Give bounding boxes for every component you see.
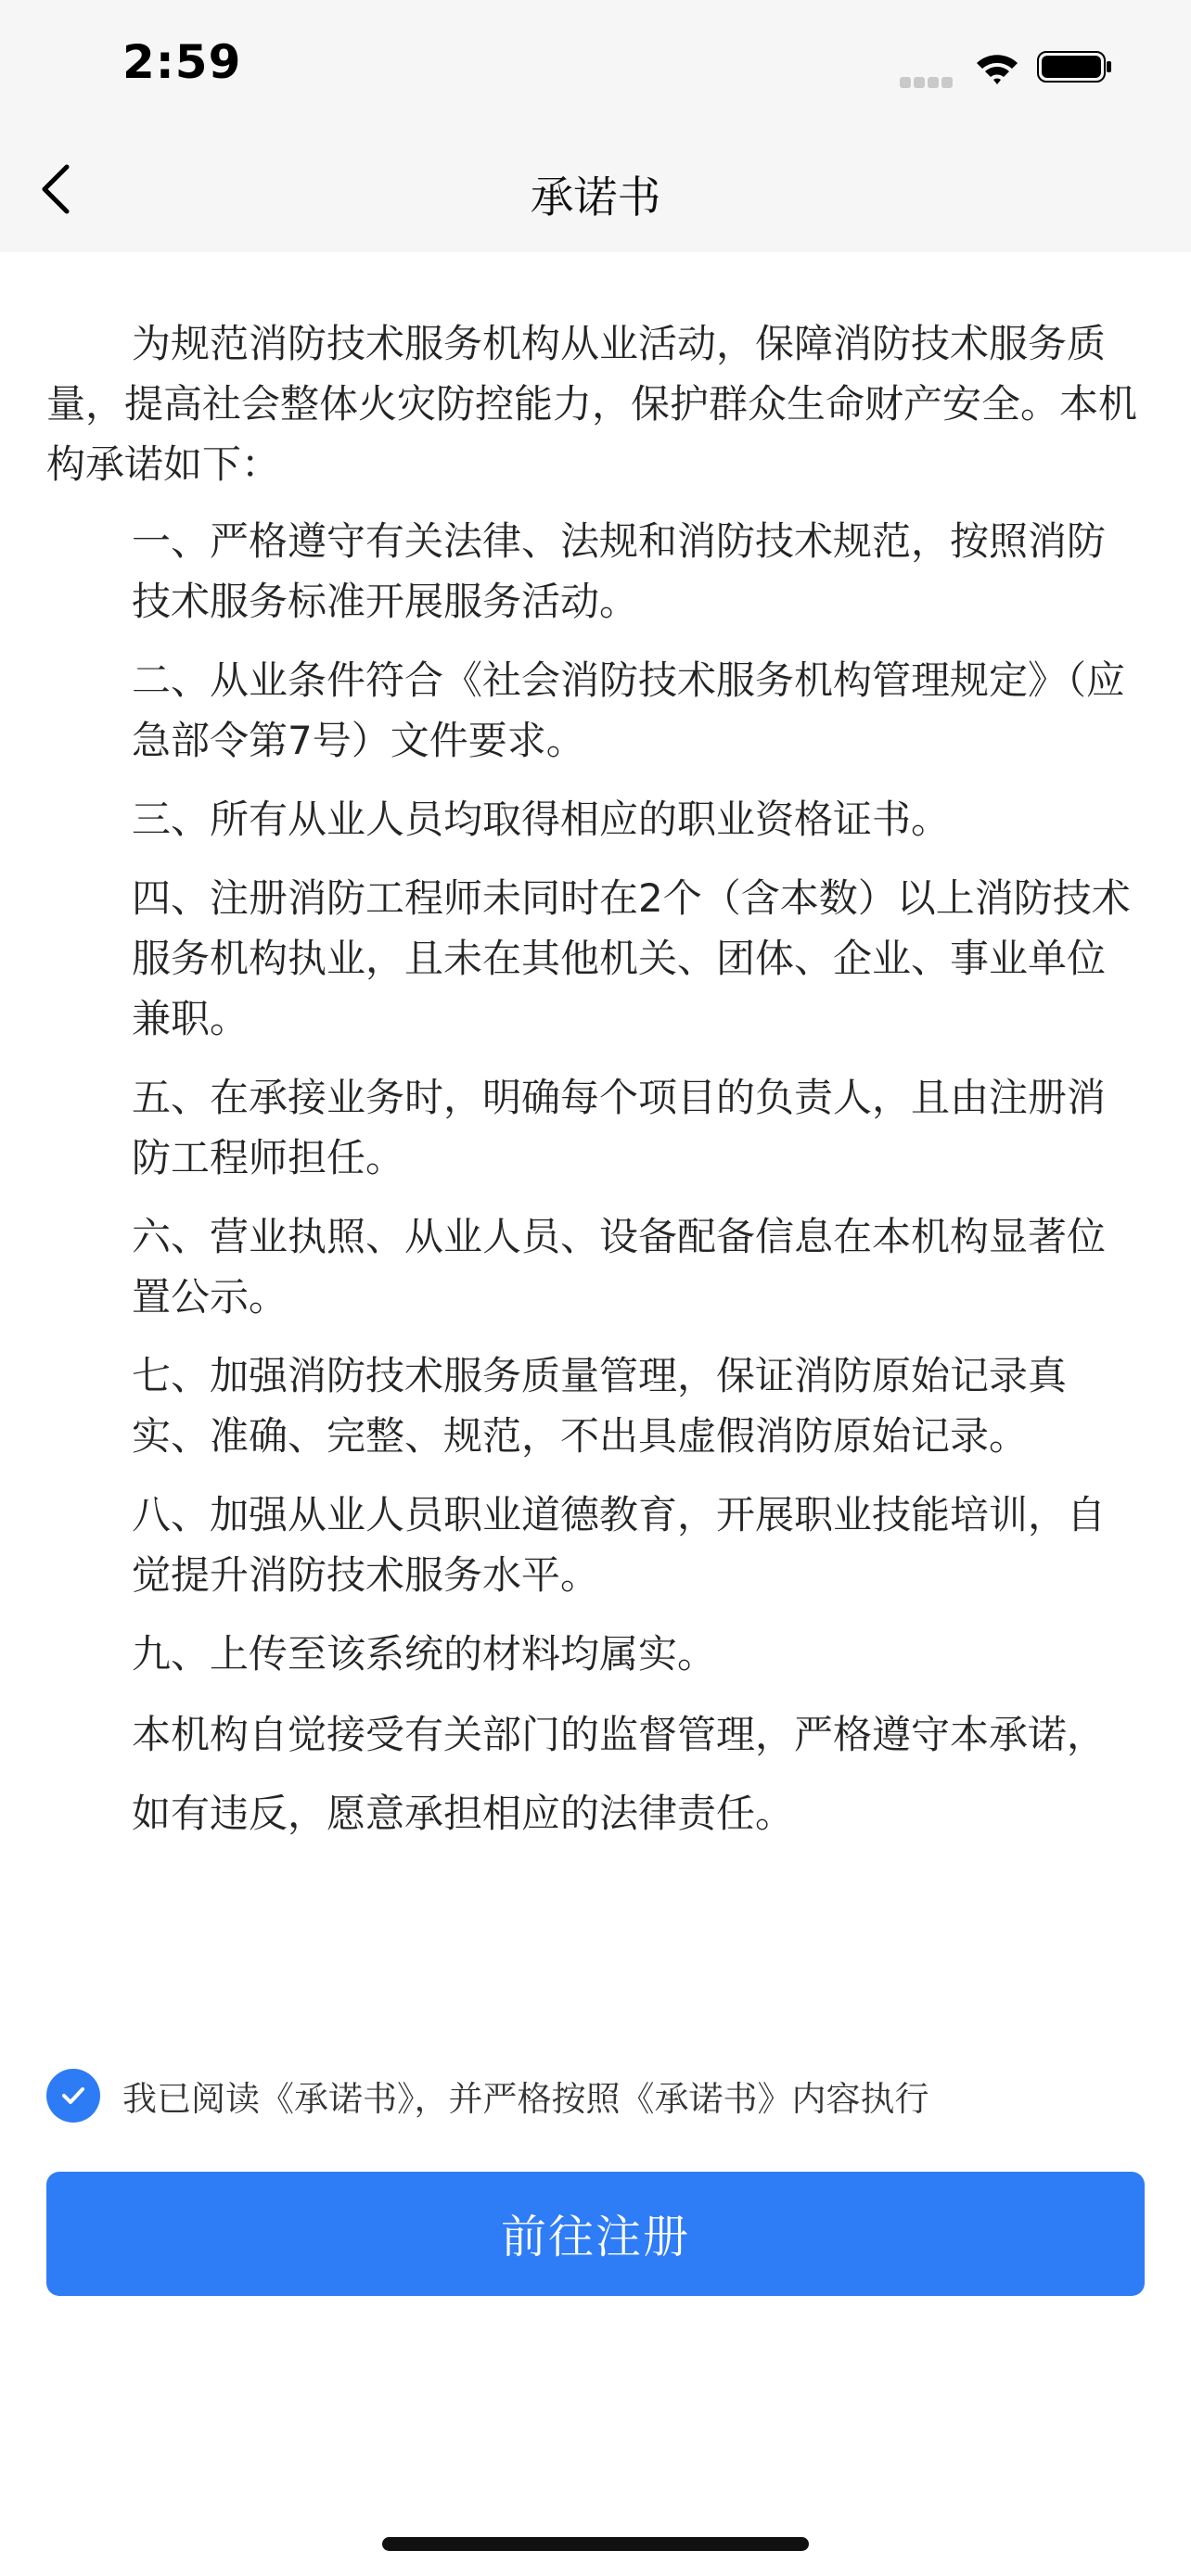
commitment-item: 三、所有从业人员均取得相应的职业资格证书。 (132, 797, 951, 842)
cellular-signal-icon (900, 74, 955, 92)
register-button[interactable]: 前往注册 (46, 2172, 1145, 2296)
top-bar (0, 0, 1191, 252)
commitment-text (46, 313, 1141, 1843)
commitment-item: 六、营业执照、从业人员、设备配备信息在本机构显著位置公示。 (132, 1214, 1107, 1320)
agreement-checkbox[interactable] (46, 2069, 100, 2123)
commitment-item: 五、在承接业务时，明确每个项目的负责人，且由注册消防工程师担任。 (132, 1075, 1107, 1180)
closing-paragraph: 本机构自觉接受有关部门的监督管理，严格遵守本承诺， (132, 1712, 1107, 1757)
commitment-item: 二、从业条件符合《社会消防技术服务机构管理规定》（应急部令第7号）文件要求。 (132, 657, 1126, 763)
checkmark-icon (58, 2080, 89, 2111)
wifi-icon (973, 50, 1021, 87)
home-indicator (382, 2537, 809, 2551)
commitment-item: 九、上传至该系统的材料均属实。 (132, 1631, 717, 1677)
commitment-item: 一、严格遵守有关法律、法规和消防技术规范，按照消防技术服务标准开展服务活动。 (132, 518, 1107, 624)
status-time: 2:59 (122, 35, 242, 89)
battery-icon (1037, 48, 1113, 85)
closing-paragraph-2: 如有违反，愿意承担相应的法律责任。 (132, 1791, 795, 1836)
agreement-row[interactable] (46, 2068, 929, 2123)
commitment-item: 七、加强消防技术服务质量管理，保证消防原始记录真实、准确、完整、规范，不出具虚假消防原始记录。 (132, 1353, 1068, 1459)
commitment-item: 八、加强从业人员职业道德教育，开展职业技能培训，自觉提升消防技术服务水平。 (132, 1492, 1107, 1598)
page-title: 承诺书 (530, 172, 661, 223)
agreement-label: 我已阅读《承诺书》，并严格按照《承诺书》内容执行 (122, 2079, 929, 2119)
commitment-item: 四、注册消防工程师未同时在2个（含本数）以上消防技术服务机构执业，且未在其他机关、团体、企业、事业单位兼职。 (132, 875, 1131, 1041)
intro-paragraph: 为规范消防技术服务机构从业活动，保障消防技术服务质量，提高社会整体火灾防控能力，保护群众生命财产安全。本机构承诺如下： (46, 321, 1138, 487)
